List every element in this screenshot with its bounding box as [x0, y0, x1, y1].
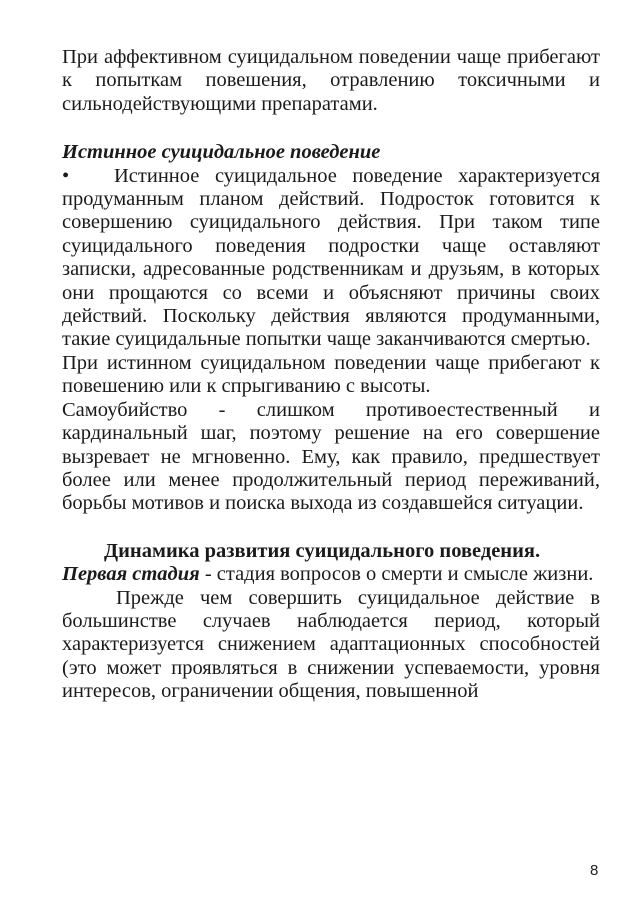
heading-dynamics: Динамика развития суицидального поведения. — [104, 539, 541, 562]
first-stage-text: - стадия вопросов о смерти и смысле жизни. — [199, 563, 594, 586]
heading-true-suicidal-behavior: Истинное суицидальное поведение — [62, 141, 381, 164]
paragraph-first-stage — [62, 563, 600, 586]
first-stage-label: Первая стадия — [62, 563, 200, 586]
spacer — [62, 516, 600, 540]
page-body — [62, 46, 600, 704]
bullet-paragraph-text: Истинное суицидальное поведение характеризуется продуманным планом действий. Подросток готовится к совершению суицидального действия. При таком типе суицидального поведения подростки чаще оставляют записки, адресованные родственникам и друзьям, в которых они прощаются со всеми и объясняют причины своих действий. Поскольку действия являются продуманными, такие суицидальные попытки чаще заканчиваются смертью. — [62, 164, 600, 351]
bullet-paragraph-true-behavior — [62, 165, 600, 352]
bullet-icon: • — [62, 164, 70, 187]
page-number: 8 — [590, 862, 599, 879]
paragraph-before-action: Прежде чем совершить суицидальное действие в большинстве случаев наблюдается период, который характеризуется снижением адаптационных способностей (это может проявляться в снижении успеваемости, уровня интересов, ограничении общения, повышенной — [62, 586, 600, 703]
spacer — [62, 116, 600, 141]
paragraph-affective-behavior: При аффективном суицидальном поведении чаще прибегают к попыткам повешения, отравлению токсичными и сильнодействующими препаратами. — [62, 46, 600, 115]
paragraph-true-methods: При истинном суицидальном поведении чаще прибегают к повешению или к спрыгиванию с высоты. — [62, 351, 600, 398]
paragraph-suicide-step: Самоубийство - слишком противоестественный и кардинальный шаг, поэтому решение на его совершение вызревает не мгновенно. Ему, как правило, предшествует более или менее продолжительный период переживаний, борьбы мотивов и поиска выхода из создавшейся ситуации. — [62, 398, 600, 515]
